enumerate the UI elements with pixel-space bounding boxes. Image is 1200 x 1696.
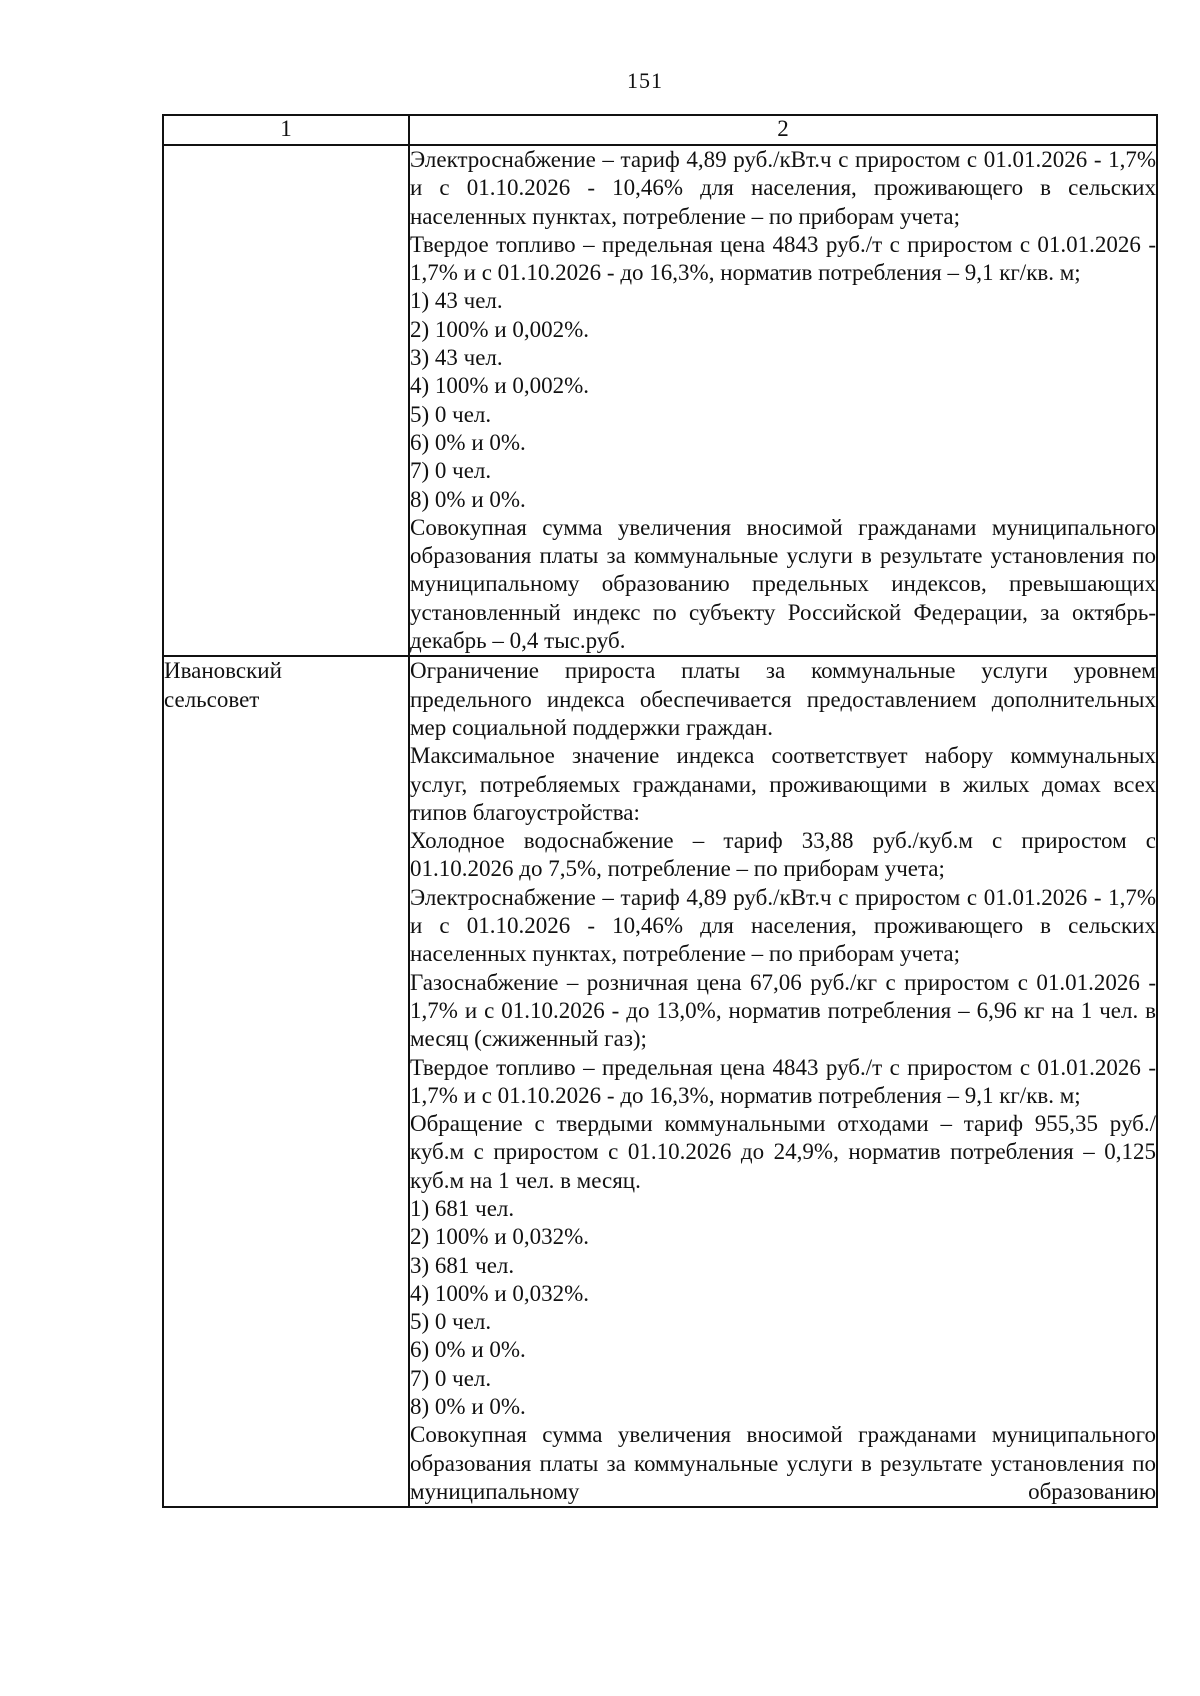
list-item: 2) 100% и 0,032%.	[410, 1224, 590, 1250]
paragraph: Ограничение прироста платы за коммунальные услуги уровнем предельного индекса обеспечивается предоставлением дополнительных мер социальной поддержки граждан.	[410, 658, 1156, 740]
list-item: 7) 0 чел.	[410, 1365, 492, 1391]
list-item: 5) 0 чел.	[410, 1309, 492, 1335]
paragraph: Электроснабжение – тариф 4,89 руб./кВт.ч с приростом с 01.01.2026 - 1,7% и с 01.10.2026 - 10,46% для населения, проживающего в сельских населенных пунктах, потребление – по приборам учета;	[410, 147, 1156, 229]
list-item: 4) 100% и 0,002%.	[410, 373, 590, 399]
table-row	[163, 145, 1157, 656]
data-table	[162, 114, 1158, 1508]
list-item: 8) 0% и 0%.	[410, 1394, 526, 1420]
municipality-name-line: Ивановский	[164, 658, 282, 684]
summary-paragraph: Совокупная сумма увеличения вносимой гражданами муниципального образования платы за коммунальные услуги в результате установления по муниципальному образованию предельных индексов, превышающих установленный индекс по субъекту Российской Федерации, за октябрь-декабрь – 0,4 тыс.руб.	[410, 514, 1156, 654]
list-item: 6) 0% и 0%.	[410, 1337, 526, 1363]
paragraph: Холодное водоснабжение – тариф 33,88 руб./куб.м с приростом с 01.10.2026 до 7,5%, потребление – по приборам учета;	[410, 828, 1156, 882]
municipality-name-cell	[163, 656, 409, 1507]
list-item: 1) 681 чел.	[410, 1195, 515, 1221]
paragraph: Газоснабжение – розничная цена 67,06 руб./кг с приростом с 01.01.2026 - 1,7% и с 01.10.2026 - до 13,0%, норматив потребления – 6,96 кг на 1 чел. в месяц (сжиженный газ);	[410, 969, 1156, 1052]
list-item: 2) 100% и 0,002%.	[410, 316, 590, 342]
list-item: 1) 43 чел.	[410, 288, 503, 314]
paragraph: Обращение с твердыми коммунальными отходами – тариф 955,35 руб./куб.м с приростом с 01.10.2026 до 24,9%, норматив потребления – 0,125 куб.м на 1 чел. в месяц.	[410, 1111, 1156, 1193]
header-cell-1: 1	[163, 115, 409, 145]
list-item: 8) 0% и 0%.	[410, 486, 526, 512]
list-item: 5) 0 чел.	[410, 401, 492, 427]
list-item: 4) 100% и 0,032%.	[410, 1280, 590, 1306]
paragraph: Максимальное значение индекса соответствует набору коммунальных услуг, потребляемых гражданами, проживающими в жилых домах всех типов благоустройства:	[410, 743, 1156, 825]
table-row	[163, 656, 1157, 1507]
header-cell-2: 2	[409, 115, 1157, 145]
paragraph: Электроснабжение – тариф 4,89 руб./кВт.ч с приростом с 01.01.2026 - 1,7% и с 01.10.2026 - 10,46% для населения, проживающего в сельских населенных пунктах, потребление – по приборам учета;	[410, 884, 1156, 967]
paragraph: Твердое топливо – предельная цена 4843 руб./т с приростом с 01.01.2026 - 1,7% и с 01.10.2026 - до 16,3%, норматив потребления – 9,1 кг/кв. м;	[410, 231, 1156, 286]
summary-paragraph: Совокупная сумма увеличения вносимой гражданами муниципального образования платы за коммунальные услуги в результате установления по муниципальному образованию	[410, 1422, 1156, 1504]
municipality-name-line: сельсовет	[164, 686, 260, 712]
municipality-name-cell	[163, 145, 409, 656]
list-item: 7) 0 чел.	[410, 458, 492, 484]
list-item: 6) 0% и 0%.	[410, 429, 526, 455]
list-item: 3) 43 чел.	[410, 345, 503, 371]
paragraph: Твердое топливо – предельная цена 4843 руб./т с приростом с 01.01.2026 - 1,7% и с 01.10.2026 - до 16,3%, норматив потребления – 9,1 кг/кв. м;	[410, 1054, 1156, 1108]
page-number: 151	[627, 68, 663, 93]
table-header-row	[163, 115, 1157, 145]
list-item: 3) 681 чел.	[410, 1252, 515, 1278]
description-cell	[409, 145, 1157, 656]
description-cell	[409, 656, 1157, 1507]
